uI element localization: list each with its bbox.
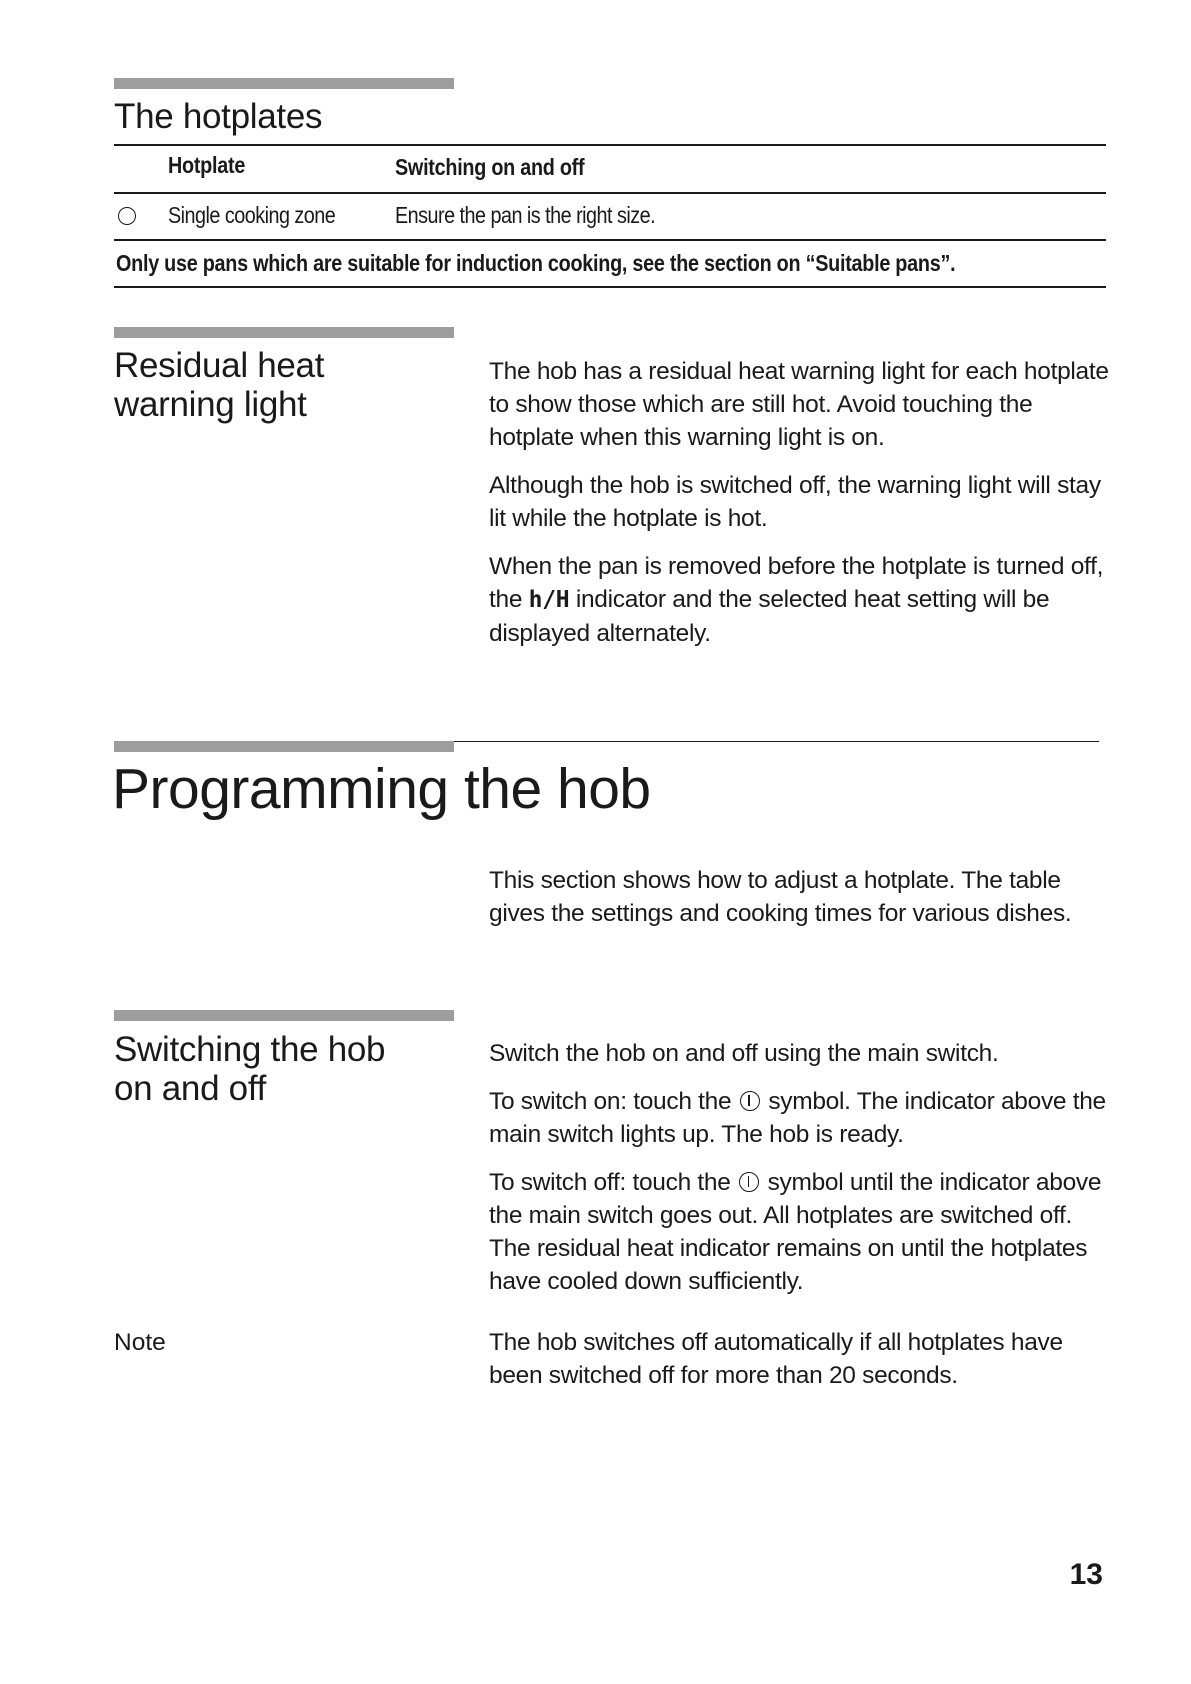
note-label: Note	[114, 1329, 166, 1356]
residual-p3-text-before: When the pan is removed before the hotplate is turned off, the	[489, 553, 1104, 613]
switching-paragraph-1: Switch the hob on and off using the main switch.	[489, 1040, 999, 1067]
switching-p2-text-before: To switch on: touch the	[489, 1088, 738, 1115]
table-header-hotplate: Hotplate	[168, 152, 246, 178]
switching-p3-text-after: symbol until the indicator above the main switch goes out. All hotplates are switched off. The residual heat indicator remains on until the hotplates have cooled down sufficiently.	[489, 1169, 1102, 1295]
table-rule-header	[114, 192, 1106, 194]
switching-title-line2: on and off	[114, 1069, 267, 1108]
switching-p2-text-after: symbol. The indicator above the main switch lights up. The hob is ready.	[489, 1088, 1106, 1148]
section-bar-hotplates	[114, 78, 454, 89]
section-bar-programming	[114, 741, 454, 752]
note-body	[489, 1326, 1109, 1407]
page-number: 13	[1069, 1558, 1103, 1591]
table-rule-bottom	[114, 286, 1106, 288]
residual-title-line2: warning light	[114, 385, 307, 424]
residual-title	[114, 346, 454, 424]
residual-p3-text-after: indicator and the selected heat setting will be displayed alternately.	[489, 586, 1050, 647]
note-text: The hob switches off automatically if all hotplates have been switched off for more than 20 seconds.	[489, 1329, 1063, 1389]
power-icon	[740, 1091, 760, 1111]
residual-paragraph-3	[489, 550, 1109, 650]
residual-title-line1: Residual heat	[114, 346, 325, 385]
programming-rule	[454, 741, 1099, 742]
residual-paragraph-1: The hob has a residual heat warning light for each hotplate to show those which are still hot. Avoid touching the hotplate when this warning light is on.	[489, 358, 1109, 451]
power-icon	[739, 1172, 759, 1192]
table-header-switching: Switching on and off	[395, 154, 585, 180]
table-footer-note: Only use pans which are suitable for induction cooking, see the section on “Suitable pans”.	[116, 250, 956, 276]
table-cell-hotplate: Single cooking zone	[168, 202, 336, 228]
table-cell-switching: Ensure the pan is the right size.	[395, 202, 656, 228]
residual-indicator-glyph: h/H	[528, 587, 570, 613]
switching-title-line1: Switching the hob	[114, 1030, 386, 1069]
table-rule-top	[114, 144, 1106, 146]
switching-p3-text-before: To switch off: touch the	[489, 1169, 738, 1196]
switching-title	[114, 1030, 474, 1108]
hotplates-title: The hotplates	[114, 97, 323, 136]
programming-body	[489, 864, 1109, 945]
section-bar-switching	[114, 1010, 454, 1021]
switching-body	[489, 1037, 1109, 1313]
programming-title: Programming the hob	[112, 757, 651, 821]
section-bar-residual	[114, 327, 454, 338]
programming-intro: This section shows how to adjust a hotplate. The table gives the settings and cooking times for various dishes.	[489, 867, 1072, 927]
table-rule-row	[114, 239, 1106, 241]
switching-paragraph-3	[489, 1166, 1109, 1298]
residual-body	[489, 355, 1109, 665]
residual-paragraph-2: Although the hob is switched off, the warning light will stay lit while the hotplate is hot.	[489, 472, 1101, 532]
switching-paragraph-2	[489, 1085, 1109, 1151]
circle-icon	[118, 207, 136, 225]
